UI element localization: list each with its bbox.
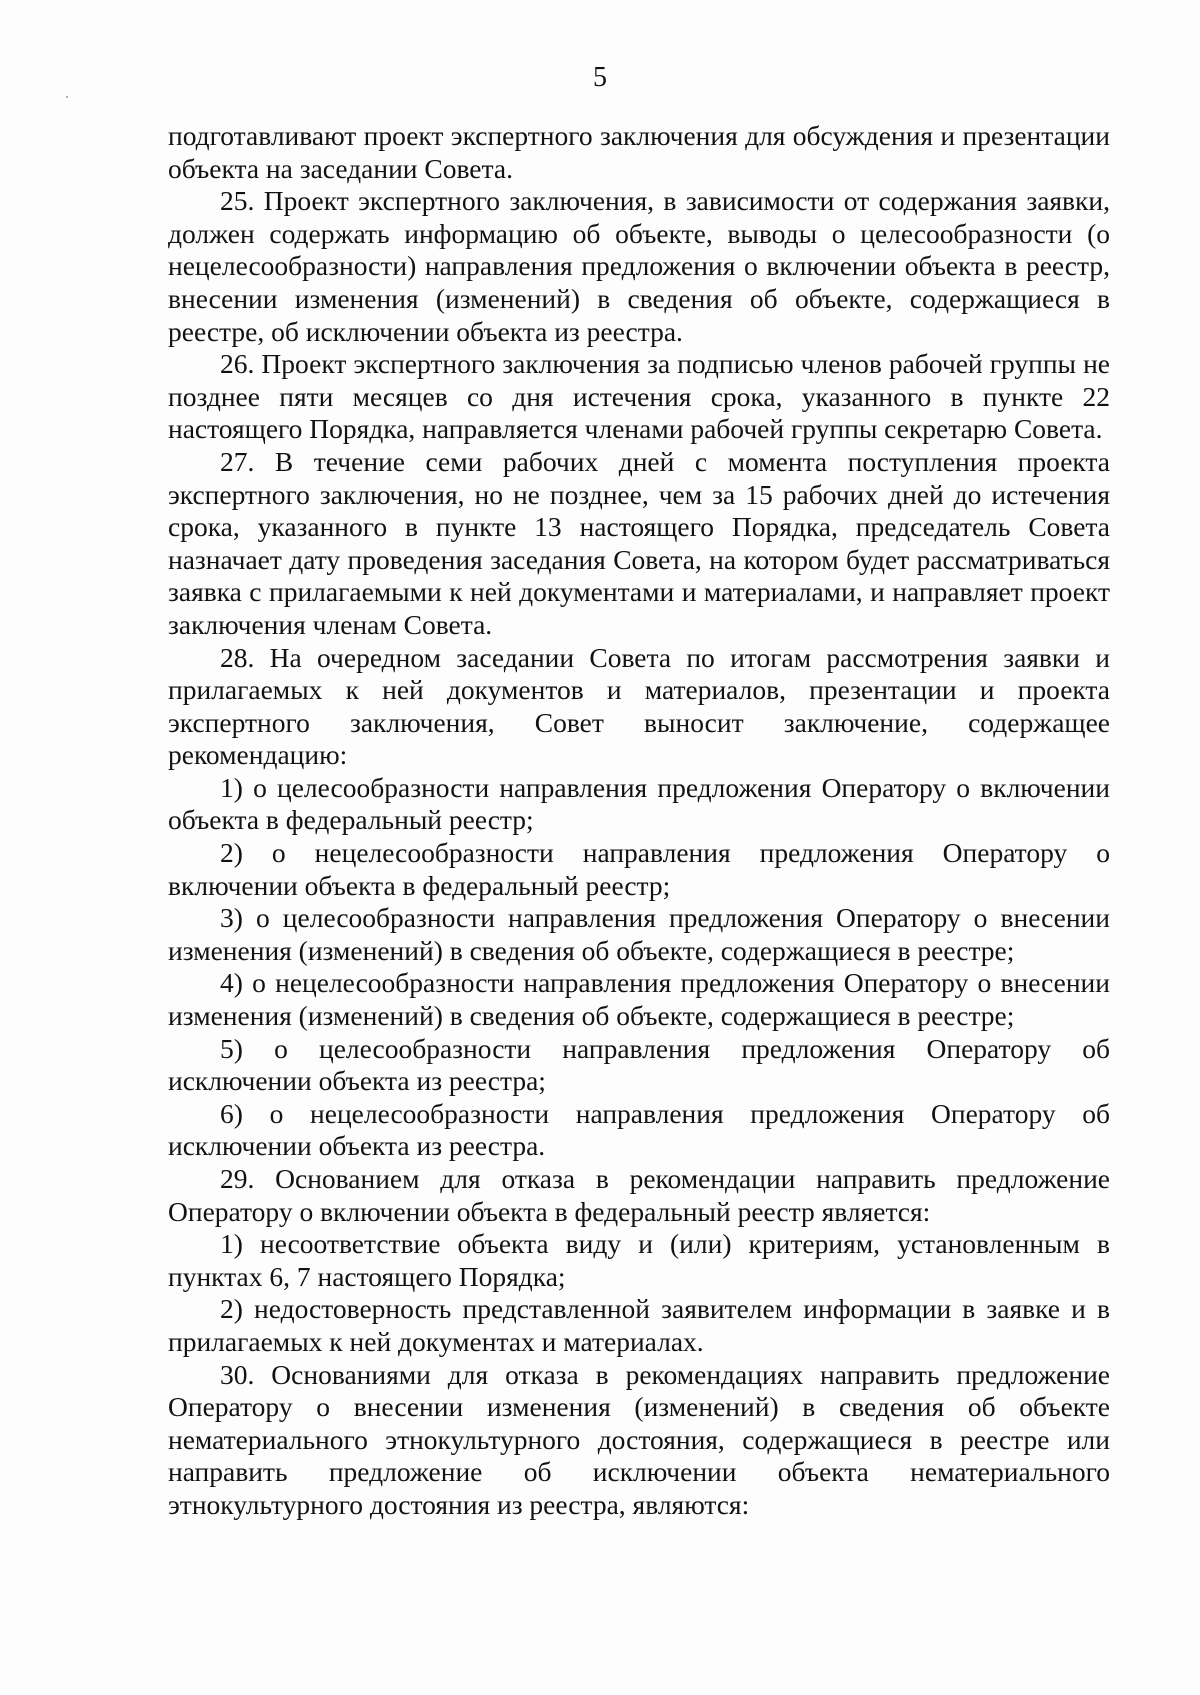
list-item-29-1: 1) несоответствие объекта виду и (или) критериям, установленным в пунктах 6, 7 настоящего Порядка; bbox=[168, 1228, 1110, 1292]
list-item-28-1: 1) о целесообразности направления предложения Оператору о включении объекта в федеральный реестр; bbox=[168, 771, 1110, 836]
paragraph-continuation: подготавливают проект экспертного заключения для обсуждения и презентации объекта на заседании Совета. bbox=[168, 120, 1110, 184]
list-item-28-2: 2) о нецелесообразности направления предложения Оператору о включении объекта в федеральный реестр; bbox=[168, 837, 1110, 901]
scan-speck bbox=[66, 96, 68, 98]
paragraph-28: 28. На очередном заседании Совета по итогам рассмотрения заявки и прилагаемых к ней документов и материалов, презентации и проекта экспертного заключения, Совет выносит заключение, содержащее рекомендацию: bbox=[168, 641, 1110, 771]
list-item-29-2: 2) недостоверность представленной заявителем информации в заявке и в прилагаемых к ней документах и материалах. bbox=[168, 1293, 1110, 1357]
paragraph-26: 26. Проект экспертного заключения за подписью членов рабочей группы не позднее пяти месяцев со дня истечения срока, указанного в пункте 22 настоящего Порядка, направляется членами рабочей группы секретарю Совета. bbox=[168, 348, 1110, 445]
list-item-28-3: 3) о целесообразности направления предложения Оператору о внесении изменения (изменений) в сведения об объекте, содержащиеся в реестре; bbox=[168, 902, 1110, 966]
list-item-28-5: 5) о целесообразности направления предложения Оператору об исключении объекта из реестра; bbox=[168, 1032, 1110, 1097]
paragraph-25: 25. Проект экспертного заключения, в зависимости от содержания заявки, должен содержать информацию об объекте, выводы о целесообразности (о нецелесообразности) направления предложения о включении объекта в реестр, внесении изменения (изменений) в сведения об объекте, содержащиеся в реестре, об исключении объекта из реестра. bbox=[168, 185, 1110, 347]
list-item-28-6: 6) о нецелесообразности направления предложения Оператору об исключении объекта из реестра. bbox=[168, 1097, 1110, 1162]
list-item-28-4: 4) о нецелесообразности направления предложения Оператору о внесении изменения (изменений) в сведения об объекте, содержащиеся в реестре; bbox=[168, 967, 1110, 1032]
document-body bbox=[168, 120, 1110, 1522]
paragraph-30: 30. Основаниями для отказа в рекомендациях направить предложение Оператору о внесении изменения (изменений) в сведения об объекте нематериального этнокультурного достояния, содержащиеся в реестре или направить предложение об исключении объекта нематериального этнокультурного достояния из реестра, являются: bbox=[168, 1358, 1110, 1520]
paragraph-29: 29. Основанием для отказа в рекомендации направить предложение Оператору о включении объекта в федеральный реестр является: bbox=[168, 1163, 1110, 1227]
page-number: 5 bbox=[593, 62, 607, 93]
paragraph-27: 27. В течение семи рабочих дней с момента поступления проекта экспертного заключения, но не позднее, чем за 15 рабочих дней до истечения срока, указанного в пункте 13 настоящего Порядка, председатель Совета назначает дату проведения заседания Совета, на котором будет рассматриваться заявка с прилагаемыми к ней документами и материалами, и направляет проект заключения членам Совета. bbox=[168, 445, 1110, 640]
